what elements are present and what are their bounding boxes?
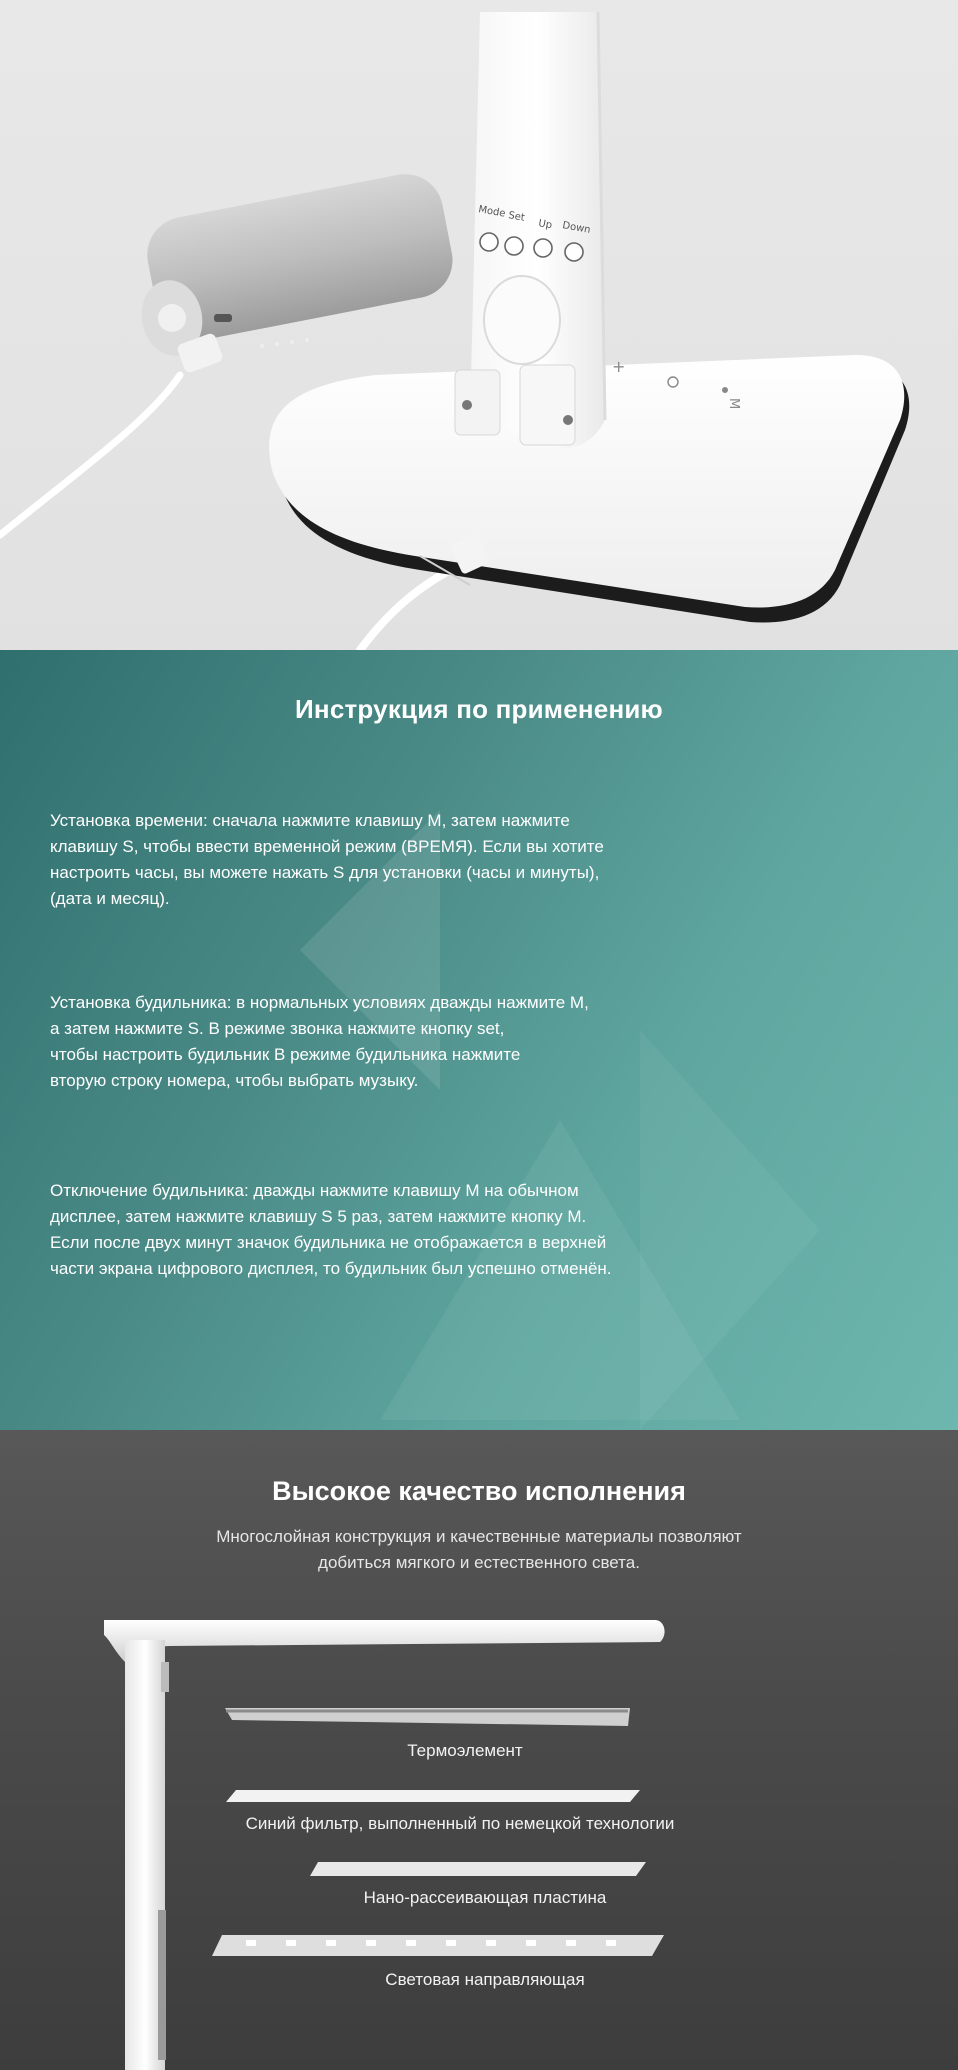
power-bank — [135, 168, 459, 374]
quality-title: Высокое качество исполнения — [272, 1476, 686, 1506]
time-setting-text: Установка времени: сначала нажмите клавишу M, затем нажмите клавишу S, чтобы ввести временной режим (ВРЕМЯ). Если вы хотите настроить часы, вы можете нажать S для установки (часы и минуты), (дата и месяц). — [50, 811, 604, 908]
thermo-element-layer — [225, 1708, 630, 1726]
set-button-label: Set — [507, 210, 526, 224]
alarm-setting-text: Установка будильника: в нормальных условиях дважды нажмите M, а затем нажмите S. В режиме звонка нажмите кнопку set, чтобы настроить будильник В режиме будильника нажмите вторую строку номера, чтобы выбрать музыку. — [50, 993, 589, 1090]
down-button-label: Down — [561, 220, 592, 236]
alarm-off-text: Отключение будильника: дважды нажмите клавишу M на обычном дисплее, затем нажмите клавишу S 5 раз, затем нажмите кнопку M. Если после двух минут значок будильника не отображается в верхней части экрана цифрового дисплея, то будильник был успешно отменён. — [50, 1181, 612, 1278]
lamp-head — [104, 1620, 665, 2070]
layer-label-light-guide: Световая направляющая — [385, 1970, 585, 1989]
nano-diffuser-layer — [310, 1862, 646, 1876]
usb-cable — [0, 375, 180, 535]
light-guide-layer — [212, 1935, 664, 1956]
layer-label-thermo: Термоэлемент — [407, 1741, 523, 1760]
m-symbol: M — [726, 398, 741, 410]
plus-symbol: + — [612, 357, 626, 376]
power-cable — [360, 565, 460, 650]
lamp-illustration — [0, 0, 958, 650]
product-photo — [0, 0, 958, 650]
instructions-section — [0, 650, 958, 1430]
mode-button-label: Mode — [477, 204, 507, 220]
instructions-title: Инструкция по применению — [295, 694, 663, 724]
blue-filter-layer — [226, 1790, 640, 1802]
layer-label-nano-plate: Нано-рассеивающая пластина — [363, 1888, 607, 1907]
layer-label-blue-filter: Синий фильтр, выполненный по немецкой технологии — [245, 1814, 675, 1833]
quality-subtitle: Многослойная конструкция и качественные материалы позволяют добиться мягкого и естественного света. — [216, 1527, 742, 1572]
up-button-label: Up — [537, 218, 553, 232]
quality-section — [0, 1430, 958, 2070]
